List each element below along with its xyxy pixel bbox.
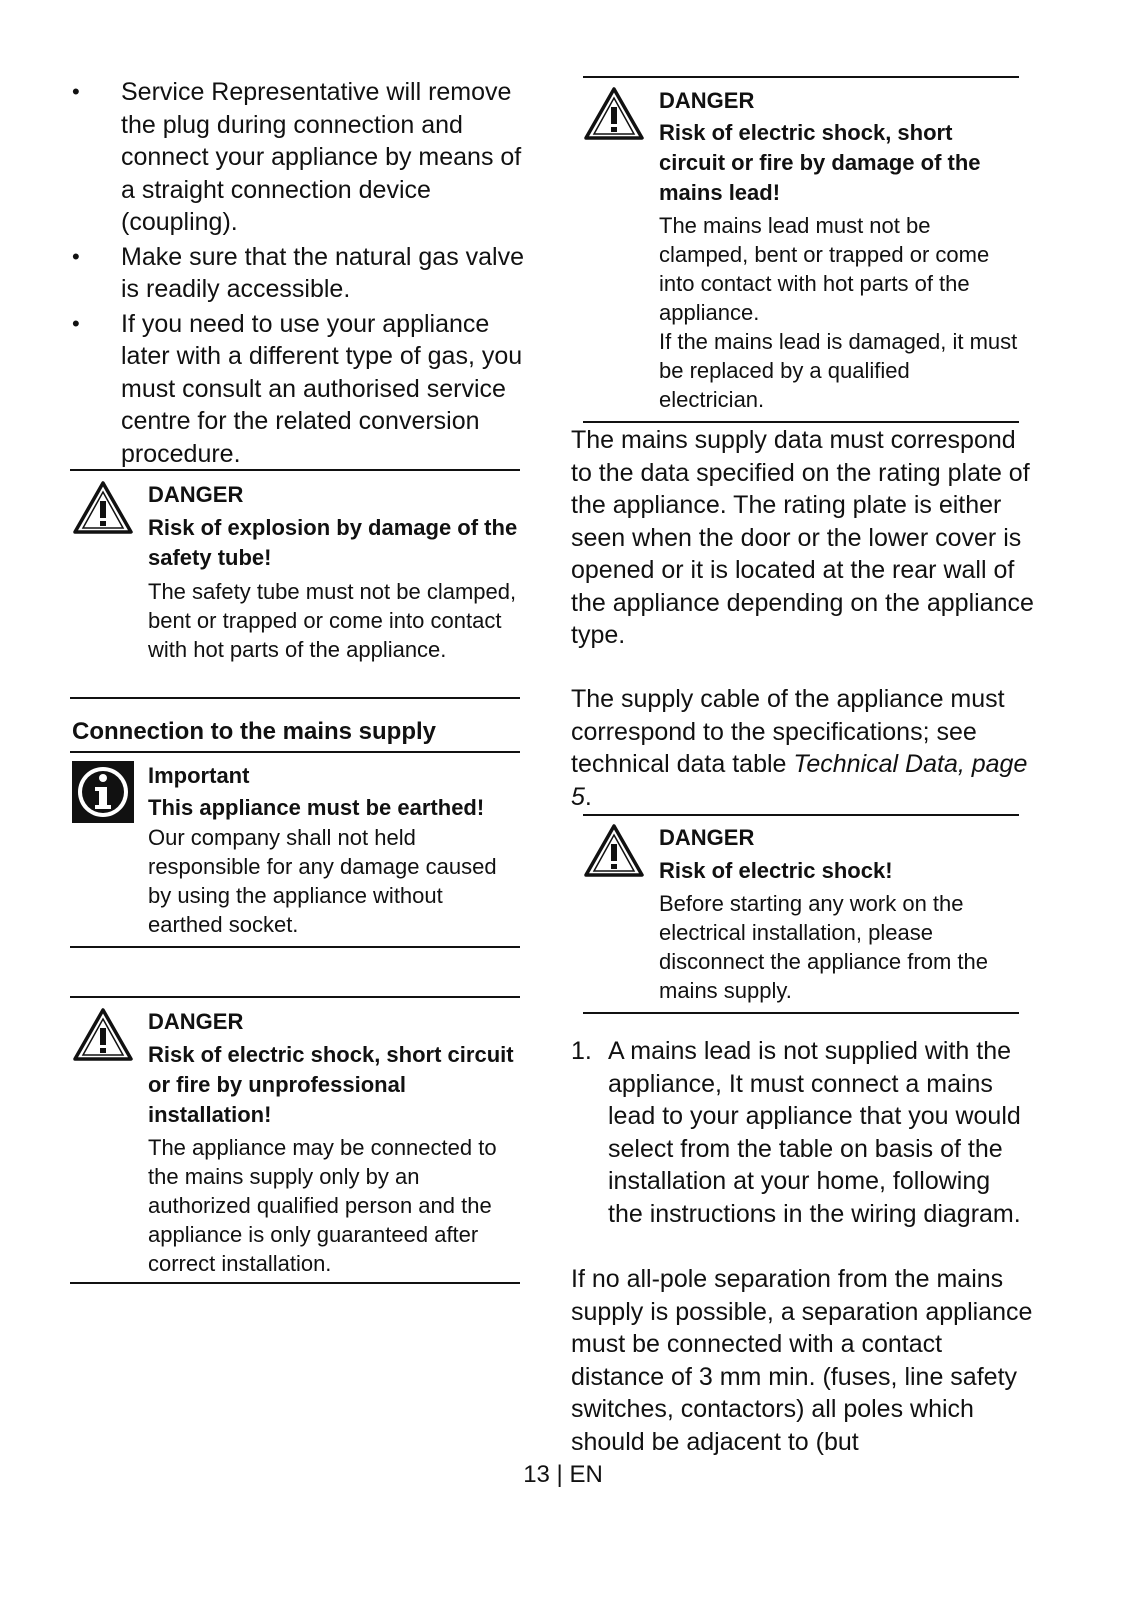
divider (70, 751, 520, 753)
important-subtitle: This appliance must be earthed! (148, 795, 485, 820)
divider (70, 946, 520, 948)
warning-icon (583, 823, 645, 879)
paragraph-rating-plate: The mains supply data must correspond to the data specified on the rating plate of the appliance. The rating plate is either seen when the door or the lower cover is opened or it is located at the rear wall of the appliance depending on the appliance type. (571, 426, 1034, 649)
step-text: A mains lead is not supplied with the appliance, It must connect a mains lead to your appliance that you would select from the table on basis of the installation at your home, following the instructions in the wiring diagram. (608, 1037, 1021, 1228)
danger-subtitle: Risk of electric shock, short circuit or fire by damage of the mains lead! (659, 120, 981, 205)
divider (70, 697, 520, 699)
bullet-list (72, 76, 542, 472)
warning-icon (72, 1007, 134, 1063)
danger-message: If the mains lead is damaged, it must be replaced by a qualified electrician. (659, 329, 1018, 412)
danger-box-mains-lead (583, 86, 1019, 416)
danger-title: DANGER (148, 1009, 244, 1034)
danger-box-safety-tube (72, 480, 522, 692)
warning-icon (583, 86, 645, 142)
danger-title: DANGER (659, 88, 755, 113)
divider (583, 76, 1019, 78)
divider (70, 996, 520, 998)
paragraph-supply-cable: The supply cable of the appliance must correspond to the specifications; see technical data table Technical Data, page 5. (571, 685, 1028, 811)
danger-subtitle: Risk of electric shock, short circuit or fire by unprofessional installation! (148, 1042, 514, 1127)
divider (583, 814, 1019, 816)
danger-subtitle: Risk of electric shock! (659, 858, 893, 883)
divider (583, 421, 1019, 423)
page-footer: 13 | EN (523, 1461, 603, 1488)
divider (583, 1012, 1019, 1014)
divider (70, 1282, 520, 1284)
step-number: 1. (571, 1037, 592, 1065)
important-box (72, 761, 522, 941)
divider (70, 469, 520, 471)
list-item: • If you need to use your appliance later with a different type of gas, you must consult an authorised service centre for the related conversion procedure. (72, 308, 542, 471)
danger-message: The safety tube must not be clamped, bent or trapped or come into contact with hot parts of the appliance. (148, 579, 517, 662)
section-heading: Connection to the mains supply (72, 718, 437, 745)
danger-subtitle: Risk of explosion by damage of the safety tube! (148, 515, 518, 570)
list-item: • Make sure that the natural gas valve is readily accessible. (72, 241, 542, 306)
important-message: Our company shall not held responsible for any damage caused by using the appliance without earthed socket. (148, 825, 497, 937)
danger-box-electric-shock (583, 823, 1019, 1003)
danger-message: Before starting any work on the electrical installation, please disconnect the appliance from the mains supply. (659, 891, 988, 1003)
cross-reference: Technical Data, page 5 (571, 750, 1028, 811)
danger-message: The mains lead must not be clamped, bent or trapped or come into contact with hot parts of the appliance. (659, 213, 990, 325)
danger-title: DANGER (148, 482, 244, 507)
paragraph-all-pole-separation: If no all-pole separation from the mains supply is possible, a separation appliance must be connected with a contact distance of 3 mm min. (fuses, line safety switches, contactors) all poles which should be adjacent to (but (571, 1265, 1033, 1456)
numbered-step (571, 1035, 1021, 1230)
list-item: • Service Representative will remove the plug during connection and connect your appliance by means of a straight connection device (coupling). (72, 76, 542, 239)
info-icon (72, 761, 134, 823)
danger-message: The appliance may be connected to the mains supply only by an authorized qualified person and the appliance is only guaranteed after correct installation. (148, 1135, 497, 1276)
warning-icon (72, 480, 134, 536)
danger-box-installation (72, 1007, 522, 1277)
danger-title: DANGER (659, 825, 755, 850)
important-title: Important (148, 763, 250, 788)
